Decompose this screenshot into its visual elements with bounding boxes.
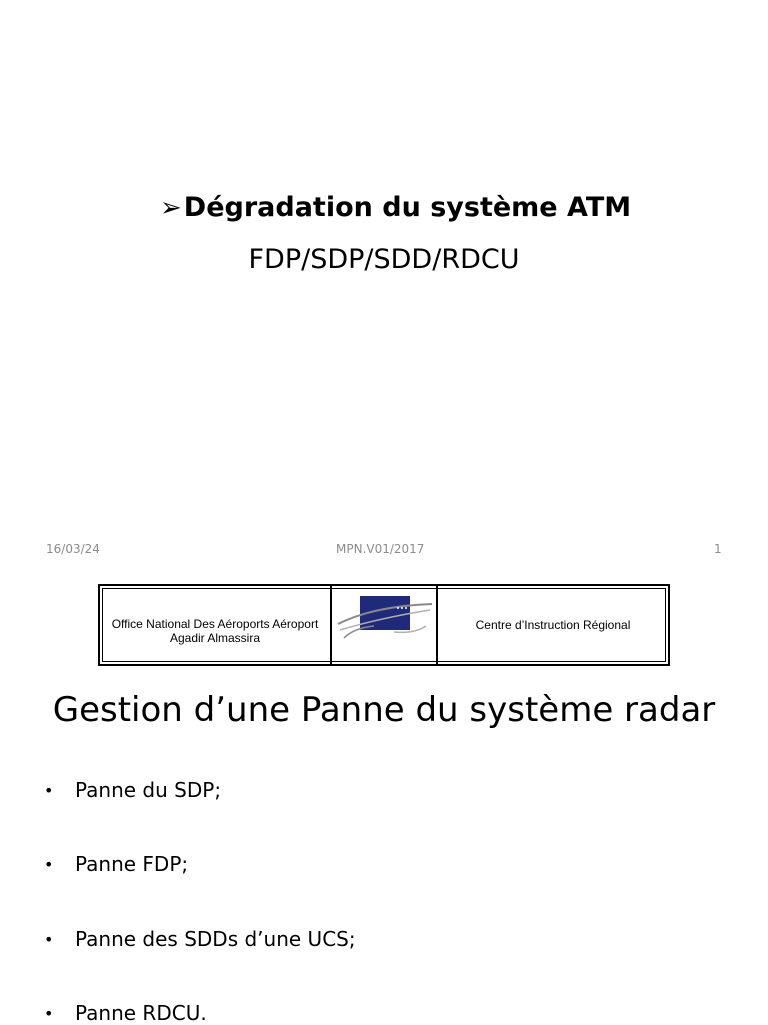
list-item-text: Panne des SDDs d’une UCS; [75, 927, 356, 951]
bullet-icon: • [44, 780, 54, 800]
slide-title-text: Dégradation du système ATM [183, 192, 632, 223]
header-organization [100, 586, 332, 664]
list-item [44, 778, 221, 802]
footer-page-number: 1 [714, 542, 722, 556]
header-center-name: Centre d’Instruction Régional [475, 618, 631, 632]
list-item [44, 927, 356, 951]
arrow-bullet-icon: ➢ [160, 192, 182, 223]
footer-reference: MPN.V01/2017 [336, 542, 425, 556]
bullet-icon: • [44, 854, 54, 874]
organization-line-1: Office National Des Aéroports Aéroport [111, 617, 319, 631]
list-item-text: Panne du SDP; [75, 778, 222, 802]
list-item-text: Panne RDCU. [75, 1001, 207, 1025]
bullet-icon: • [44, 929, 54, 949]
slide-title [160, 192, 631, 223]
list-item-text: Panne FDP; [75, 852, 189, 876]
header-logo-cell [332, 586, 438, 664]
organization-line-2: Agadir Almassira [169, 631, 261, 645]
footer-date: 16/03/24 [46, 542, 100, 556]
slide-subtitle: FDP/SDP/SDD/RDCU [248, 244, 520, 275]
list-item [44, 1001, 207, 1025]
onda-logo-icon [334, 588, 434, 662]
bullet-icon: • [44, 1003, 54, 1023]
main-title: Gestion d’une Panne du système radar [52, 690, 716, 730]
list-item [44, 852, 188, 876]
header-table [98, 584, 670, 666]
